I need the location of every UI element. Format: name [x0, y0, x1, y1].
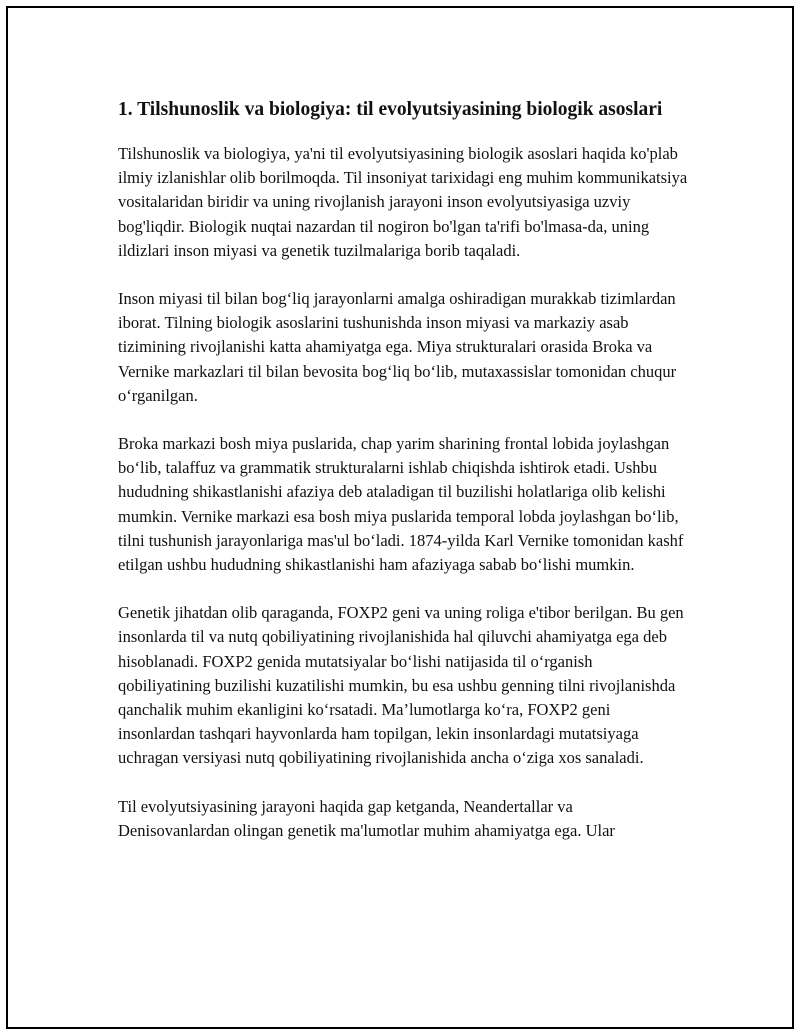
section-heading: 1. Tilshunoslik va biologiya: til evolyutsiyasining biologik asoslari	[118, 99, 663, 120]
paragraph-intro: Tilshunoslik va biologiya, ya'ni til evolyutsiyasining biologik asoslari haqida ko'plab ilmiy izlanishlar olib borilmoqda. Til insoniyat tarixidagi eng muhim kommunikatsiya vositalaridan biridir va uning rivojlanish jarayoni inson evolyutsiyasiga uzviy bog'liqdir. Biologik nuqtai nazardan til nogiron bo'lgan ta'rifi bo'lmasa-da, uning ildizlari inson miyasi va genetik tuzilmalariga borib taqaladi.	[118, 144, 688, 260]
document-body	[118, 95, 688, 867]
paragraph-neanderthals: Til evolyutsiyasining jarayoni haqida gap ketganda, Neandertallar va Denisovanlardan olingan genetik ma'lumotlar muhim ahamiyatga ega. Ular	[118, 796, 615, 840]
paragraph-foxp2: Genetik jihatdan olib qaraganda, FOXP2 geni va uning roliga e'tibor berilgan. Bu gen insonlarda til va nutq qobiliyatining rivojlanishida hal qiluvchi ahamiyatga ega deb hisoblanadi. FOXP2 genida mutatsiyalar bo‘lishi natijasida til o‘rganish qobiliyatining buzilishi kuzatilishi mumkin, bu esa ushbu genning tilni rivojlanishda qanchalik muhim ekanligini ko‘rsatadi. Ma’lumotlarga ko‘ra, FOXP2 geni insonlardan tashqari hayvonlarda ham topilgan, lekin insonlardagi mutatsiyaga uchragan versiyasi nutq qobiliyatining rivojlanishida ancha o‘ziga xos sanaladi.	[118, 603, 684, 768]
paragraph-broca-wernicke: Broka markazi bosh miya puslarida, chap yarim sharining frontal lobida joylashgan bo‘lib, talaffuz va grammatik strukturalarni ishlab chiqishda ishtirok etadi. Ushbu hududning shikastlanishi afaziya deb ataladigan til buzilishi holatlariga olib kelishi mumkin. Vernike markazi esa bosh miya puslarida temporal lobda joylashgan bo‘lib, tilni tushunish jarayonlariga mas'ul bo‘ladi. 1874-yilda Karl Vernike tomonidan kashf etilgan ushbu hududning shikastlanishi ham afaziyaga sabab bo‘lishi mumkin.	[118, 434, 684, 575]
paragraph-brain: Inson miyasi til bilan bog‘liq jarayonlarni amalga oshiradigan murakkab tizimlardan iborat. Tilning biologik asoslarini tushunishda inson miyasi va markaziy asab tizimining rivojlanishi katta ahamiyatga ega. Miya strukturalari orasida Broka va Vernike markazlari til bilan bevosita bog‘liq bo‘lib, mutaxassislar tomonidan chuqur o‘rganilgan.	[118, 289, 677, 405]
